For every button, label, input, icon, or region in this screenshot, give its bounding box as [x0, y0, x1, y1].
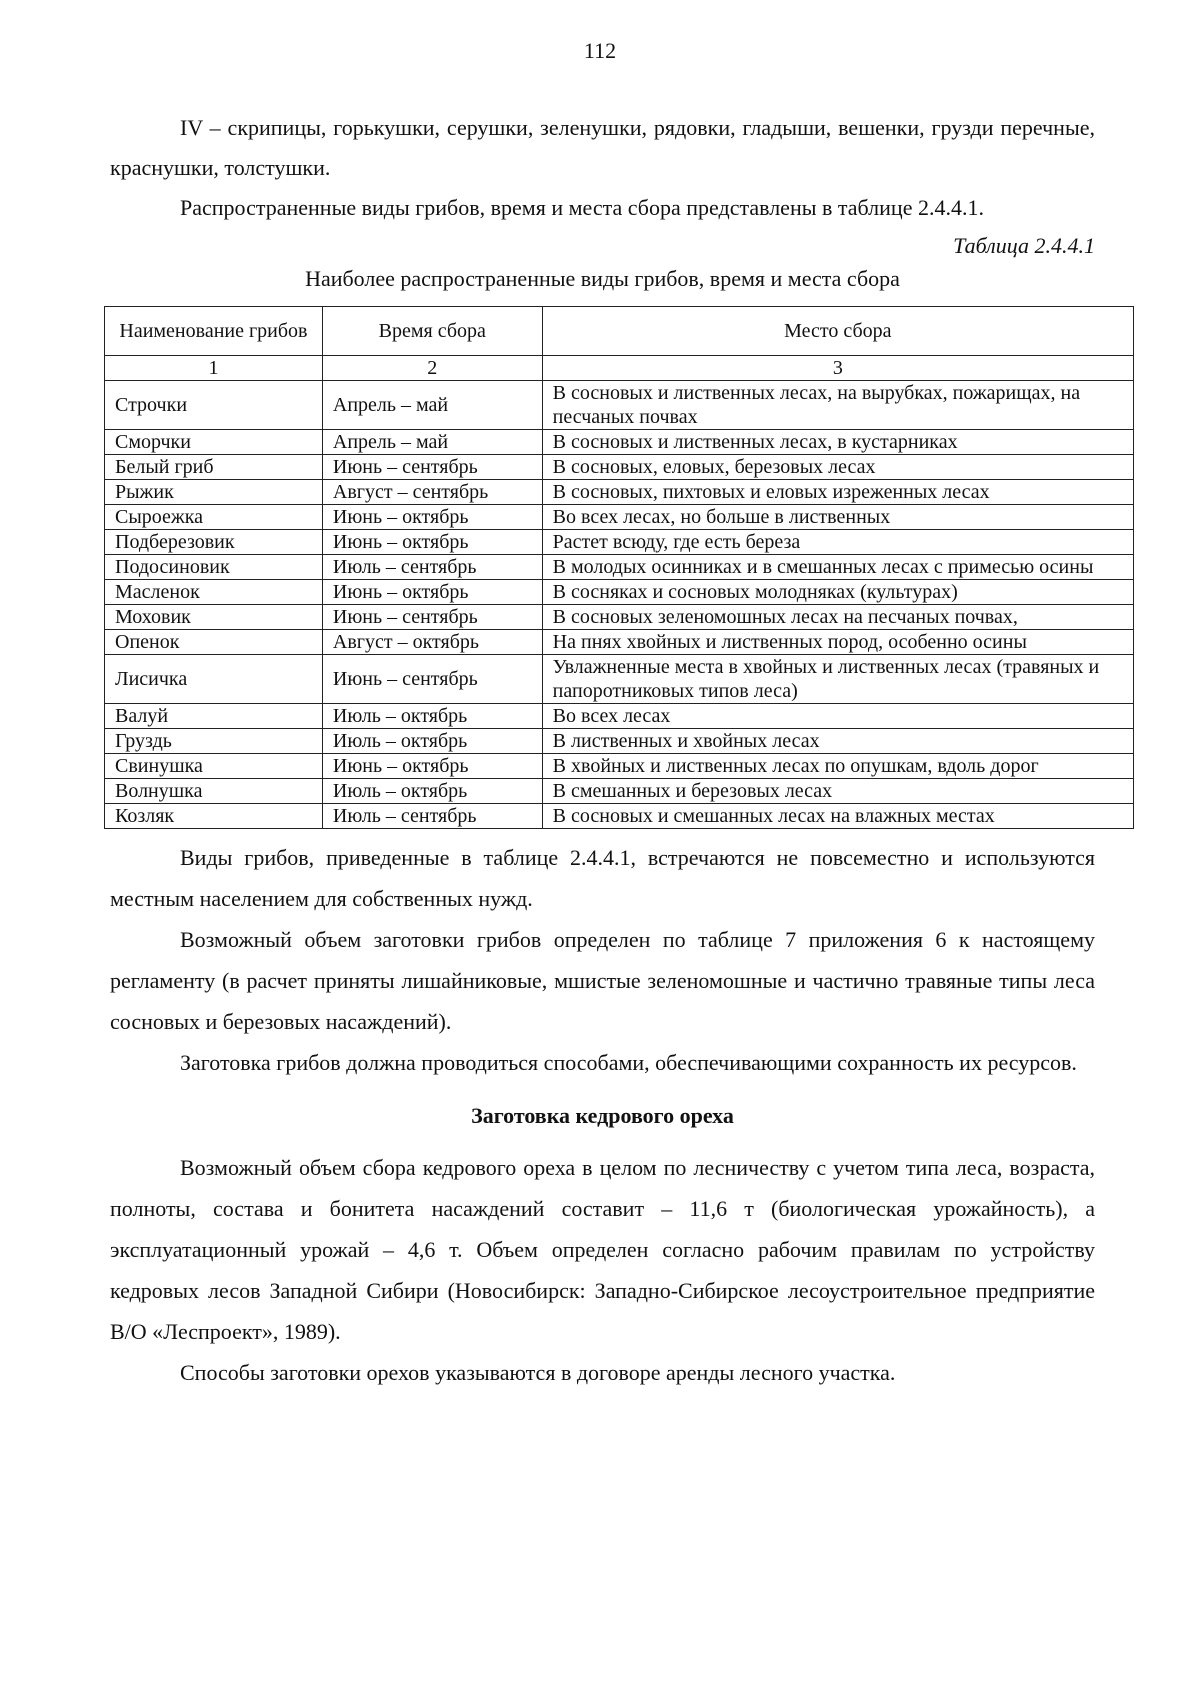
- collection-time: Июль – октябрь: [322, 704, 542, 729]
- collection-time: Июль – октябрь: [322, 779, 542, 804]
- document-body: [110, 108, 1100, 1393]
- mushroom-name: Свинушка: [105, 754, 323, 779]
- collection-time: Июль – сентябрь: [322, 555, 542, 580]
- page-number: 112: [583, 38, 617, 63]
- table-row: [105, 555, 1134, 580]
- table-title: Наиболее распространенные виды грибов, время и места сбора: [305, 266, 900, 291]
- collection-time: Июнь – сентябрь: [322, 655, 542, 704]
- mushroom-name: Волнушка: [105, 779, 323, 804]
- mushroom-name: Лисичка: [105, 655, 323, 704]
- collection-place: На пнях хвойных и лиственных пород, особенно осины: [542, 630, 1133, 655]
- collection-time: Июнь – октябрь: [322, 754, 542, 779]
- collection-place: В смешанных и березовых лесах: [542, 779, 1133, 804]
- table-row: [105, 455, 1134, 480]
- mushroom-name: Строчки: [105, 381, 323, 430]
- mushroom-name: Груздь: [105, 729, 323, 754]
- after-table-paragraph-3: Заготовка грибов должна проводиться способами, обеспечивающими сохранность их ресурсов.: [180, 1050, 1077, 1075]
- collection-time: Август – октябрь: [322, 630, 542, 655]
- table-row: [105, 480, 1134, 505]
- collection-place: В лиственных и хвойных лесах: [542, 729, 1133, 754]
- intro-paragraph-2: Распространенные виды грибов, время и места сбора представлены в таблице 2.4.4.1.: [180, 195, 984, 220]
- collection-time: Июнь – сентябрь: [322, 605, 542, 630]
- mushroom-name: Масленок: [105, 580, 323, 605]
- section-paragraph-2: Способы заготовки орехов указываются в договоре аренды лесного участка.: [180, 1360, 896, 1385]
- section-heading: Заготовка кедрового ореха: [471, 1103, 734, 1128]
- collection-place: В сосновых, пихтовых и еловых изреженных лесах: [542, 480, 1133, 505]
- collection-place: В сосновых, еловых, березовых лесах: [542, 455, 1133, 480]
- collection-time: Июль – октябрь: [322, 729, 542, 754]
- table-row: [105, 580, 1134, 605]
- collection-place: Во всех лесах: [542, 704, 1133, 729]
- section-paragraph-1: Возможный объем сбора кедрового ореха в целом по лесничеству с учетом типа леса, возраста, полноты, состава и бонитета насаждений составит – 11,6 т (биологическая урожайность), а эксплуатационный урожай – 4,6 т. Объем определен согласно рабочим правилам по устройству кедровых лесов Западной Сибири (Новосибирск: Западно-Сибирское лесоустроительное предприятие В/О «Леспроект», 1989).: [110, 1155, 1095, 1344]
- table-number: Таблица 2.4.4.1: [953, 233, 1095, 258]
- collection-place: В сосновых и смешанных лесах на влажных местах: [542, 804, 1133, 829]
- mushroom-name: Белый гриб: [105, 455, 323, 480]
- mushroom-table: [104, 306, 1134, 829]
- after-table-text: [110, 837, 1095, 1083]
- collection-time: Апрель – май: [322, 381, 542, 430]
- collection-time: Июнь – октябрь: [322, 505, 542, 530]
- collection-place: Во всех лесах, но больше в лиственных: [542, 505, 1133, 530]
- table-row: [105, 729, 1134, 754]
- table-row: [105, 505, 1134, 530]
- collection-place: Растет всюду, где есть береза: [542, 530, 1133, 555]
- table-row: [105, 754, 1134, 779]
- collection-time: Июнь – октябрь: [322, 530, 542, 555]
- collection-place: В сосновых и лиственных лесах, на вырубках, пожарищах, на песчаных почвах: [542, 381, 1133, 430]
- mushroom-name: Подосиновик: [105, 555, 323, 580]
- header-collection-place: Место сбора: [542, 307, 1133, 356]
- table-header-row: [105, 307, 1134, 356]
- mushroom-name: Опенок: [105, 630, 323, 655]
- table-row: [105, 605, 1134, 630]
- column-number: 2: [322, 356, 542, 381]
- table-row: [105, 804, 1134, 829]
- table-row: [105, 430, 1134, 455]
- collection-place: Увлажненные места в хвойных и лиственных лесах (травяных и папоротниковых типов леса): [542, 655, 1133, 704]
- collection-time: Июль – сентябрь: [322, 804, 542, 829]
- table-row: [105, 381, 1134, 430]
- table-row: [105, 530, 1134, 555]
- collection-place: В сосновых и лиственных лесах, в кустарниках: [542, 430, 1133, 455]
- collection-time: Август – сентябрь: [322, 480, 542, 505]
- table-row: [105, 704, 1134, 729]
- collection-place: В сосняках и сосновых молодняках (культурах): [542, 580, 1133, 605]
- collection-time: Июнь – сентябрь: [322, 455, 542, 480]
- table-row: [105, 779, 1134, 804]
- header-mushroom-name: Наименование грибов: [105, 307, 323, 356]
- collection-place: В молодых осинниках и в смешанных лесах с примесью осины: [542, 555, 1133, 580]
- mushroom-name: Подберезовик: [105, 530, 323, 555]
- table-row: [105, 655, 1134, 704]
- mushroom-name: Сморчки: [105, 430, 323, 455]
- after-table-paragraph-1: Виды грибов, приведенные в таблице 2.4.4.1, встречаются не повсеместно и используются местным населением для собственных нужд.: [110, 845, 1095, 911]
- column-number: 3: [542, 356, 1133, 381]
- mushroom-name: Сыроежка: [105, 505, 323, 530]
- collection-time: Июнь – октябрь: [322, 580, 542, 605]
- column-number: 1: [105, 356, 323, 381]
- intro-paragraph-1: IV – скрипицы, горькушки, серушки, зеленушки, рядовки, гладыши, вешенки, грузди перечные, краснушки, толстушки.: [110, 115, 1095, 180]
- table-row: [105, 630, 1134, 655]
- collection-place: В сосновых зеленомошных лесах на песчаных почвах,: [542, 605, 1133, 630]
- column-number-row: [105, 356, 1134, 381]
- after-table-paragraph-2: Возможный объем заготовки грибов определен по таблице 7 приложения 6 к настоящему регламенту (в расчет приняты лишайниковые, мшистые зеленомошные и частично травяные типы леса сосновых и березовых насаждений).: [110, 927, 1095, 1034]
- mushroom-name: Моховик: [105, 605, 323, 630]
- collection-place: В хвойных и лиственных лесах по опушкам, вдоль дорог: [542, 754, 1133, 779]
- mushroom-name: Валуй: [105, 704, 323, 729]
- collection-time: Апрель – май: [322, 430, 542, 455]
- mushroom-name: Рыжик: [105, 480, 323, 505]
- mushroom-name: Козляк: [105, 804, 323, 829]
- header-collection-time: Время сбора: [322, 307, 542, 356]
